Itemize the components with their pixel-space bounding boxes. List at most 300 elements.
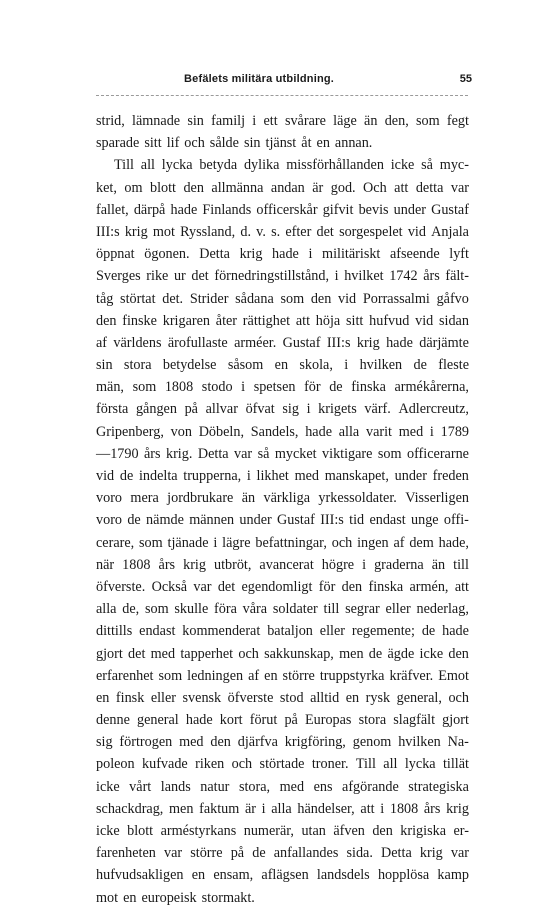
text-line bbox=[96, 465, 469, 487]
word: indelta bbox=[138, 468, 178, 484]
word: gåfvo bbox=[436, 290, 469, 307]
text-line bbox=[96, 443, 469, 465]
word: lif bbox=[166, 135, 180, 152]
text-line bbox=[96, 221, 469, 243]
word: lyft bbox=[449, 246, 469, 263]
word: för bbox=[304, 379, 321, 396]
word: föra bbox=[214, 601, 237, 618]
word: den bbox=[448, 645, 469, 662]
word: krigföring, bbox=[284, 734, 346, 751]
word: sig bbox=[96, 734, 113, 751]
word: och bbox=[448, 689, 469, 706]
word: men bbox=[169, 800, 194, 817]
word: stodo bbox=[201, 379, 233, 396]
word: regemente; bbox=[351, 623, 415, 640]
word: poleon bbox=[96, 756, 135, 773]
word: kort bbox=[219, 712, 243, 729]
text-line bbox=[96, 265, 469, 287]
word: de, bbox=[122, 601, 140, 618]
word: III:s bbox=[96, 223, 120, 240]
text-line bbox=[96, 842, 469, 864]
word: krig bbox=[183, 556, 206, 573]
word: Detta bbox=[197, 445, 229, 462]
word: Gustaf bbox=[431, 201, 469, 218]
word: 1808 bbox=[164, 379, 194, 396]
word: den bbox=[183, 179, 204, 196]
word: i bbox=[261, 800, 266, 817]
word: gjort bbox=[442, 712, 469, 729]
word: för bbox=[318, 578, 336, 595]
word: myc- bbox=[439, 157, 469, 174]
word: fält- bbox=[445, 268, 469, 285]
word: sparade bbox=[96, 135, 140, 152]
word: icke bbox=[419, 645, 444, 662]
word: sin bbox=[96, 357, 113, 374]
word: officerskår bbox=[256, 201, 318, 218]
word: Strider bbox=[189, 290, 229, 307]
word: andan bbox=[270, 179, 305, 196]
word: annan. bbox=[334, 135, 373, 152]
word: med bbox=[179, 734, 204, 751]
word: Adlercreutz, bbox=[398, 401, 469, 418]
word: soldater bbox=[272, 601, 318, 618]
word: krig. bbox=[165, 445, 193, 462]
word: i bbox=[306, 401, 311, 418]
word: Finlands bbox=[202, 201, 252, 218]
word: ett bbox=[263, 113, 278, 129]
word: spetsen bbox=[253, 379, 296, 396]
word: var bbox=[450, 845, 469, 862]
word: det bbox=[316, 223, 334, 240]
word: likhet bbox=[256, 468, 289, 484]
word: tjänst bbox=[265, 135, 297, 152]
word: hade bbox=[386, 334, 413, 351]
word: voro bbox=[96, 512, 123, 529]
word: lands bbox=[160, 778, 191, 795]
word: värf. bbox=[364, 401, 391, 418]
word: finske bbox=[122, 312, 157, 329]
word: att bbox=[454, 578, 469, 595]
word: bevis bbox=[358, 201, 389, 218]
text-line bbox=[96, 398, 469, 420]
text-line bbox=[96, 310, 469, 332]
word: hade, bbox=[438, 534, 469, 551]
word: på bbox=[230, 845, 245, 862]
word: gången bbox=[135, 401, 177, 418]
word: vårt bbox=[129, 778, 152, 795]
word: äfven bbox=[333, 823, 365, 839]
word: von bbox=[170, 423, 192, 440]
word: all bbox=[383, 756, 398, 773]
word: hade bbox=[272, 246, 299, 263]
text-line bbox=[96, 177, 469, 199]
word: stora, bbox=[238, 778, 271, 795]
word: yrkessoldater. bbox=[318, 490, 397, 507]
word: hufvud bbox=[369, 312, 410, 329]
word: mot bbox=[152, 223, 175, 240]
word: sitt bbox=[346, 312, 364, 329]
word: i bbox=[252, 113, 257, 129]
word: krigiska bbox=[400, 823, 447, 839]
word: de bbox=[329, 379, 343, 396]
word: en bbox=[96, 689, 110, 706]
text-line bbox=[96, 864, 469, 886]
word: öppnat bbox=[96, 246, 135, 263]
word: nederlag, bbox=[416, 601, 469, 618]
word: den bbox=[341, 578, 363, 595]
word: Detta bbox=[381, 845, 412, 862]
word: eller bbox=[385, 601, 411, 618]
word: den bbox=[210, 734, 231, 751]
text-line bbox=[96, 332, 469, 354]
word: hvilken bbox=[359, 357, 403, 374]
word: som bbox=[280, 290, 305, 307]
word: hufvudsakligen bbox=[96, 867, 184, 884]
word: Döbeln, bbox=[198, 423, 245, 440]
word: djärfva bbox=[237, 734, 278, 751]
text-line bbox=[96, 487, 469, 509]
word: lycka bbox=[404, 756, 436, 773]
word: strid, bbox=[96, 113, 125, 129]
word: arméer. bbox=[234, 334, 277, 351]
word: endast bbox=[369, 512, 406, 529]
text-line bbox=[96, 798, 469, 820]
word: segrar bbox=[345, 601, 380, 618]
text-line bbox=[96, 554, 469, 576]
word: om bbox=[124, 179, 143, 196]
word: större bbox=[190, 845, 223, 862]
word: en bbox=[274, 357, 289, 374]
word: med bbox=[150, 645, 176, 662]
word: större bbox=[282, 667, 315, 684]
word: riken bbox=[195, 756, 225, 773]
word: stod bbox=[279, 689, 304, 706]
word: den bbox=[310, 290, 332, 307]
word: truppstyrka bbox=[319, 667, 385, 684]
word: som bbox=[416, 113, 440, 129]
word: läge bbox=[333, 113, 357, 129]
word: vid bbox=[338, 290, 357, 307]
word: är bbox=[244, 800, 256, 817]
word: de bbox=[252, 845, 266, 862]
word: förtrogen bbox=[119, 734, 173, 751]
word: eller bbox=[150, 689, 177, 706]
word: som bbox=[377, 445, 402, 462]
word: med bbox=[279, 778, 305, 795]
text-line bbox=[96, 576, 469, 598]
word: afgörande bbox=[342, 778, 399, 795]
word: afseende bbox=[390, 246, 440, 263]
word: europeisk bbox=[141, 889, 197, 906]
text-line bbox=[96, 421, 469, 443]
word: avancerat bbox=[259, 556, 314, 573]
text-line bbox=[96, 620, 469, 642]
word: under bbox=[393, 201, 426, 218]
word: ärofullaste bbox=[167, 334, 228, 351]
word: sida. bbox=[346, 845, 373, 862]
word: den bbox=[96, 312, 117, 329]
word: krigaren bbox=[162, 312, 210, 329]
word: vid bbox=[415, 312, 434, 329]
word: rättighet bbox=[242, 312, 291, 329]
word: ledningen bbox=[187, 667, 244, 684]
text-line bbox=[96, 154, 469, 176]
word: som bbox=[158, 667, 183, 684]
word: finsk bbox=[115, 689, 145, 706]
word: lägre bbox=[222, 534, 251, 551]
word: mycket bbox=[274, 445, 317, 462]
word: tid bbox=[349, 512, 365, 529]
word: vid bbox=[407, 223, 426, 240]
word: de bbox=[119, 468, 134, 484]
word: åt bbox=[301, 135, 312, 152]
word: —1790 bbox=[96, 445, 139, 462]
word: ens bbox=[313, 778, 333, 795]
word: hade bbox=[170, 201, 198, 218]
word: fegt bbox=[446, 113, 469, 129]
word: fleste bbox=[438, 357, 469, 374]
word: sådana bbox=[235, 290, 274, 307]
word: under bbox=[239, 512, 272, 529]
word: offi- bbox=[443, 512, 469, 529]
word: jordbrukare bbox=[167, 490, 234, 507]
word: öfverste. bbox=[96, 578, 146, 595]
word: våra bbox=[242, 601, 268, 618]
word: på bbox=[184, 401, 198, 418]
word: freden bbox=[432, 468, 469, 484]
word: sig bbox=[282, 401, 299, 418]
word: slagfält bbox=[393, 712, 436, 729]
word: betyda bbox=[199, 157, 238, 174]
word: var bbox=[450, 179, 469, 196]
text-line bbox=[96, 509, 469, 531]
word: förnedringstillstånd, bbox=[214, 268, 330, 285]
word: kufvade bbox=[142, 756, 188, 773]
word: Till bbox=[114, 157, 134, 174]
word: alltid bbox=[310, 689, 340, 706]
word: s. bbox=[271, 223, 281, 240]
word: den, bbox=[384, 113, 409, 129]
word: svensk bbox=[182, 689, 222, 706]
word: Porrassalmi bbox=[362, 290, 430, 307]
word: militäriskt bbox=[322, 246, 381, 263]
word: mera bbox=[130, 490, 159, 507]
word: Också bbox=[151, 578, 188, 595]
word: detta bbox=[415, 179, 444, 196]
word: års bbox=[423, 800, 441, 817]
word: krig bbox=[124, 223, 148, 240]
word: var bbox=[193, 578, 212, 595]
word: denne bbox=[96, 712, 130, 729]
word: 1789 bbox=[440, 423, 469, 440]
word: under bbox=[394, 468, 427, 484]
word: cerare, bbox=[96, 534, 135, 551]
word: anfallandes bbox=[273, 845, 339, 862]
word: en bbox=[345, 689, 360, 706]
word: unge bbox=[411, 512, 439, 529]
word: var bbox=[164, 845, 183, 862]
running-head-title: Befälets militära utbildning. bbox=[184, 73, 335, 85]
word: som bbox=[144, 601, 169, 618]
word: händelser, bbox=[297, 800, 355, 817]
word: fallet, bbox=[96, 201, 129, 218]
word: krig bbox=[356, 334, 380, 351]
word: sidan bbox=[439, 312, 469, 329]
word: Anjala bbox=[431, 223, 469, 240]
word: ket, bbox=[96, 179, 117, 196]
word: Visserligen bbox=[405, 490, 469, 507]
word: till bbox=[453, 556, 469, 573]
word: första bbox=[96, 401, 129, 418]
word: eller bbox=[319, 623, 345, 640]
word: farenheten bbox=[96, 845, 156, 862]
word: gifvit bbox=[322, 201, 354, 218]
word: det bbox=[128, 645, 146, 662]
word: den bbox=[372, 823, 393, 839]
word: blott bbox=[149, 179, 176, 196]
word: varit bbox=[365, 423, 392, 440]
word: i bbox=[344, 357, 349, 374]
word: kamp bbox=[437, 867, 469, 884]
word: aflägsen bbox=[261, 867, 309, 884]
text-line bbox=[96, 731, 469, 753]
word: icke bbox=[96, 778, 120, 795]
word: i bbox=[334, 268, 339, 285]
word: Gustaf bbox=[277, 512, 315, 529]
word: ägde bbox=[387, 645, 415, 662]
word: var bbox=[234, 445, 253, 462]
text-line bbox=[96, 598, 469, 620]
word: hopplösa bbox=[377, 867, 430, 884]
word: i bbox=[429, 423, 434, 440]
word: general bbox=[137, 712, 179, 729]
word: tapperhet bbox=[180, 645, 234, 662]
word: att bbox=[394, 179, 409, 196]
text-line bbox=[96, 687, 469, 709]
word: af bbox=[393, 534, 405, 551]
word: och bbox=[238, 645, 259, 662]
word: allvar bbox=[205, 401, 238, 418]
word: än bbox=[364, 113, 378, 129]
header-rule bbox=[96, 95, 468, 96]
word: i bbox=[380, 800, 385, 817]
word: Och bbox=[363, 179, 387, 196]
word: 1808 bbox=[122, 556, 151, 573]
word: officerarne bbox=[407, 445, 469, 462]
word: arméstyrkans bbox=[160, 823, 237, 839]
word: en bbox=[264, 667, 278, 684]
word: högre bbox=[321, 556, 355, 573]
word: dem bbox=[409, 534, 434, 551]
word: och bbox=[184, 135, 205, 152]
word: års bbox=[144, 445, 161, 462]
text-line bbox=[96, 753, 469, 775]
word: ögonen. bbox=[144, 246, 190, 263]
text-line bbox=[96, 532, 469, 554]
word: krigets bbox=[318, 401, 357, 418]
word: skulle bbox=[174, 601, 209, 618]
word: befattningar, bbox=[255, 534, 327, 551]
word: III:s bbox=[320, 512, 344, 529]
word: Europas bbox=[304, 712, 352, 729]
word: numerär, bbox=[243, 823, 294, 839]
word: v. bbox=[256, 223, 266, 240]
word: de bbox=[127, 512, 141, 529]
word: erfarenhet bbox=[96, 667, 154, 684]
word: d. bbox=[240, 223, 251, 240]
word: öfvat bbox=[245, 401, 275, 418]
word: armékårerna, bbox=[394, 379, 469, 396]
text-line bbox=[96, 199, 469, 221]
word: general, bbox=[396, 689, 442, 706]
word: alla bbox=[271, 800, 292, 817]
word: voro bbox=[96, 490, 123, 507]
word: att bbox=[295, 312, 311, 329]
word: Ryssland, bbox=[180, 223, 236, 240]
word: viktigare bbox=[322, 445, 373, 462]
word: än bbox=[241, 490, 256, 507]
word: med bbox=[294, 468, 319, 484]
word: dittills bbox=[96, 623, 133, 640]
text-line bbox=[96, 376, 469, 398]
text-line bbox=[96, 110, 469, 132]
word: strategiska bbox=[408, 778, 469, 795]
word: störtat bbox=[120, 290, 156, 307]
text-line bbox=[96, 243, 469, 265]
running-header bbox=[96, 73, 472, 91]
word: de bbox=[413, 357, 427, 374]
text-line bbox=[96, 820, 469, 842]
word: alla bbox=[338, 423, 360, 440]
word: svårare bbox=[284, 113, 326, 129]
word: sålde bbox=[209, 135, 239, 152]
word: krig bbox=[239, 246, 263, 263]
word: lämnade bbox=[132, 113, 181, 129]
word: männen bbox=[189, 512, 235, 529]
word: rysk bbox=[365, 689, 391, 706]
word: tillät bbox=[442, 756, 469, 773]
word: de bbox=[368, 645, 383, 662]
word: som bbox=[132, 379, 157, 396]
word: hade bbox=[305, 423, 332, 440]
word: att bbox=[360, 800, 375, 817]
word: som bbox=[139, 534, 163, 551]
word: nämde bbox=[146, 512, 184, 529]
word: familj bbox=[211, 113, 246, 129]
word: bataljon bbox=[267, 623, 313, 640]
word: det. bbox=[162, 290, 184, 307]
word: män, bbox=[96, 379, 124, 396]
word: sorgespelet bbox=[339, 223, 403, 240]
word: världens bbox=[113, 334, 162, 351]
word: är bbox=[312, 179, 324, 196]
word: 1742 bbox=[389, 268, 418, 285]
word: ur bbox=[173, 268, 186, 285]
text-line bbox=[96, 776, 469, 798]
word: ensam, bbox=[213, 867, 254, 884]
word: graderna bbox=[374, 556, 424, 573]
word: öfverste bbox=[227, 689, 274, 706]
word: mot bbox=[96, 889, 119, 906]
word: af bbox=[248, 667, 260, 684]
word: därjämte bbox=[419, 334, 469, 351]
word: 1808 bbox=[389, 800, 419, 817]
word: Till bbox=[355, 756, 376, 773]
word: tjänade bbox=[167, 534, 209, 551]
word: er- bbox=[453, 823, 469, 839]
word: när bbox=[96, 556, 115, 573]
word: alla bbox=[96, 601, 117, 618]
